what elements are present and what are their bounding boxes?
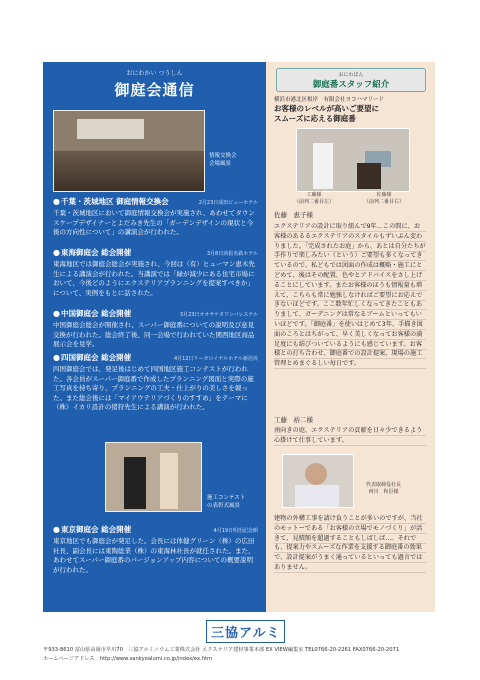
section-date: 4月19日明治記念館 — [213, 528, 258, 534]
president-text: 建物の外構工事を請け負うことが多いのですが、当社のモットーである「お客様の立場でモノづくり」が活きて、見積額を超過することもしばしば…。それでも、提案力やスムーズな作業を支援する御庭番の効果で、設計提案がうまく通っているといっても過言ではありません。 — [274, 514, 426, 573]
section-date: 3月23日オオサケタワンバレステル — [179, 312, 258, 318]
bullet-icon: ● — [53, 309, 60, 318]
bullet-icon: ● — [53, 248, 60, 257]
section-body: 中国御庭会総会が開催され、スーパー御庭番についての説明及び意見交換が行われた。総会終了後、同一会場で行われていた関西地区商品展示会を見学。 — [53, 321, 255, 348]
section-body: 四国御庭会では、発足後はじめて四国地区施工コンテストが行われた。各会員がスーパー御庭番で作成したプランニング図面と実際の施工写真を持ち寄り、プランニングの工夫・仕上がりの美しさを競った。また総会後には「マイアウテリアづくりのすすめ」をテーマに（株）イカリ設計の猪狩先生による講演が行われた。 — [53, 365, 254, 411]
staff-header: 御庭番スタッフ紹介 — [312, 80, 390, 90]
bullet-icon: ● — [53, 197, 60, 206]
footer-url: ホームページアドレス http://www.sankyoalumi.co.jp/index/ex.htm — [43, 656, 213, 662]
staff-photo — [296, 128, 410, 192]
section-heading: 東海御庭会 総会開催 — [60, 248, 132, 257]
president-photo — [282, 454, 354, 508]
page-title: 御庭会通信 — [114, 81, 195, 99]
newsletter-page — [43, 62, 435, 612]
section-date: 2月23日成田ビューホテル — [198, 200, 258, 206]
bullet-icon: ● — [53, 353, 60, 362]
meeting-photo-caption: 情報交換会 会場風景 — [209, 153, 237, 167]
staff-text-kudo: 南向きの庭、エクステリアの貢献を日々少できるよう心掛けて仕事しています。 — [274, 426, 426, 446]
company-name: 横浜市港北区根岸 有限会社ヨコハマリード — [274, 97, 385, 103]
section-tokyo — [53, 524, 258, 575]
section-heading: 四国御庭会 総会開催 — [60, 353, 132, 362]
section-heading: 東京御庭会 総会開催 — [60, 525, 132, 534]
brand-logo: 三協アルミ — [206, 620, 285, 643]
meeting-photo — [53, 110, 205, 192]
section-body: 千葉・茨城地区において御庭情報交換会が実施され、あわせてタウンスケープデザイナーとよだみき先生の「ガーデンデザインの現状と今後の方向性について」の講演会が行われた。 — [53, 209, 255, 236]
award-photo-caption: 施工コンテスト の表彰式風景 — [207, 495, 246, 509]
award-photo — [105, 442, 202, 512]
staff-name-sato: 佐藤 恵子様 — [274, 211, 313, 219]
section-chiba — [53, 196, 258, 238]
section-date: 3月8日浜松名鉄ホテル — [206, 251, 258, 257]
staff-header-box — [276, 68, 426, 92]
left-column — [43, 62, 266, 612]
section-tokai — [53, 247, 258, 298]
title-ruby: おにわかい つうしん — [126, 70, 183, 77]
staff-name-kudo: 工藤 裕二様 — [274, 416, 313, 424]
staff-caption-right: 佐藤様 （前列二番目右） — [364, 192, 405, 205]
staff-text-sato: エクステリアの設計に取り組んで9年…この間に、お客様のあるるエクステリアのスタイルもずいぶん変わりました。「完成されたお庭」から、あとは自分たちが手作りで楽しみたい（という）ご要望も多くなってきているので、私どもでは図面の作成は概略・施工にとどめて、後はその配置、色やとアドバイスをさし上げることにしています。またお客様のほうも情報量も増えて、こちらも常に勉強しなければご要望にお応えできないほどです。ここ数年忙しくなってきたこともありまして、ガーデニングは常なるブームといってもいいほどです。「御庭番」を使いはじめて3年、手描き図面のころとはちがって、早く美しくなってお客様の満足度にも結びついているようにも感じています。お客様との打ち合わせ、御庭番での設計提案、現場の施工管理とめまぐるしい毎日です。 — [274, 223, 426, 368]
section-shikoku — [53, 352, 258, 413]
section-body: 東海地区では御庭会総会が実施され、今回は（有）ヒューマン恵木先生による講演会が行われた。当講演では「緑が減少にある住宅市場において、今後どのようにエクステリアプランニングを提案すべきか」について、実例をもとに話された。 — [53, 260, 255, 297]
president-caption: 代表取締役社長 西川 和臣様 — [366, 482, 402, 495]
catch-copy: お客様のレベルが高いご要望に スムーズに応える御庭番 — [274, 104, 379, 123]
section-chugoku — [53, 308, 258, 350]
staff-caption-left: 工藤様 （前列二番目左） — [294, 192, 335, 205]
bullet-icon: ● — [53, 525, 60, 534]
right-column — [266, 62, 435, 612]
section-body: 東京地区でも御庭会が発足した。会長には体健グリーン（株）の広田社長、副会長には東陶総業（株）の東海林社長が就任された。また、あわせてスーパー御庭番のバージョンアップ内容についての概要説明が行われた。 — [53, 537, 255, 574]
footer-address: 〒933-8610 富山県高岡市早川70 三協アルミニウム工業株式会社 エクステリア建材事業本部 EX VIEW編集室 TEL0766-20-2261 FAX0766-20-2071 — [43, 647, 400, 653]
staff-header-ruby: おにわばん — [338, 72, 364, 78]
section-heading: 千葉・茨城地区 御庭情報交換会 — [60, 197, 169, 206]
section-date: 4月12日リーガロイヤルホテル新居浜 — [174, 356, 258, 362]
section-heading: 中国御庭会 総会開催 — [60, 309, 132, 318]
